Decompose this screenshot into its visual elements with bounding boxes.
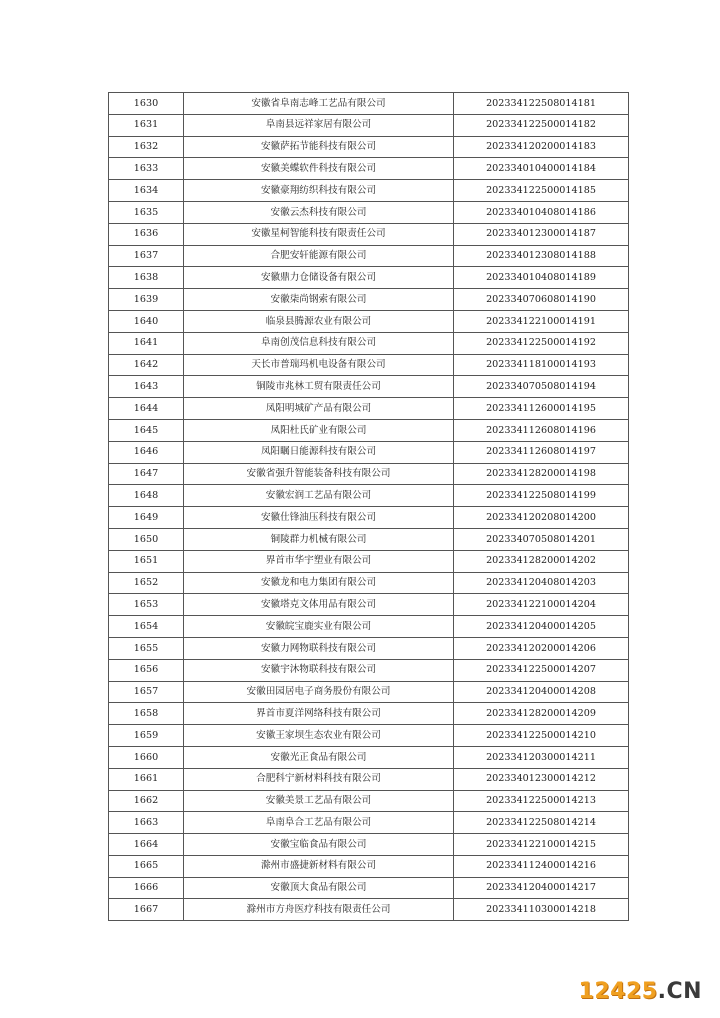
table-row xyxy=(109,790,629,812)
row-number-cell: 1664 xyxy=(109,834,184,856)
row-number-cell: 1655 xyxy=(109,637,184,659)
registration-code-cell: 202334122500014213 xyxy=(454,790,629,812)
row-number-cell: 1661 xyxy=(109,768,184,790)
row-number-cell: 1644 xyxy=(109,398,184,420)
company-name-cell: 安徽省强升智能装备科技有限公司 xyxy=(184,463,454,485)
table-row xyxy=(109,180,629,202)
registration-code-cell: 202334112608014196 xyxy=(454,419,629,441)
row-number-cell: 1642 xyxy=(109,354,184,376)
company-name-cell: 铜陵群力机械有限公司 xyxy=(184,528,454,550)
row-number-cell: 1658 xyxy=(109,703,184,725)
company-name-cell: 阜南阜合工艺品有限公司 xyxy=(184,812,454,834)
row-number-cell: 1646 xyxy=(109,441,184,463)
row-number-cell: 1666 xyxy=(109,877,184,899)
registration-code-cell: 202334012300014212 xyxy=(454,768,629,790)
row-number-cell: 1638 xyxy=(109,267,184,289)
company-name-cell: 界首市夏洋网络科技有限公司 xyxy=(184,703,454,725)
row-number-cell: 1662 xyxy=(109,790,184,812)
registration-code-cell: 202334120200014183 xyxy=(454,136,629,158)
table-row xyxy=(109,354,629,376)
registration-code-cell: 202334122100014215 xyxy=(454,834,629,856)
company-name-cell: 安徽豪翔纺织科技有限公司 xyxy=(184,180,454,202)
registration-code-cell: 202334010408014189 xyxy=(454,267,629,289)
registration-code-cell: 202334122508014199 xyxy=(454,485,629,507)
row-number-cell: 1659 xyxy=(109,725,184,747)
row-number-cell: 1657 xyxy=(109,681,184,703)
company-name-cell: 安徽宇沐物联科技有限公司 xyxy=(184,659,454,681)
row-number-cell: 1663 xyxy=(109,812,184,834)
registration-code-cell: 202334122508014181 xyxy=(454,93,629,115)
company-name-cell: 凤阳杜氏矿业有限公司 xyxy=(184,419,454,441)
table-row xyxy=(109,834,629,856)
watermark-tld: CN xyxy=(666,979,702,1004)
table-row xyxy=(109,594,629,616)
table-row xyxy=(109,659,629,681)
table-row xyxy=(109,485,629,507)
table-row xyxy=(109,572,629,594)
registration-code-cell: 202334070608014190 xyxy=(454,289,629,311)
registration-code-cell: 202334070508014194 xyxy=(454,376,629,398)
company-name-cell: 安徽美景工艺品有限公司 xyxy=(184,790,454,812)
registration-code-cell: 202334012300014187 xyxy=(454,223,629,245)
table-row xyxy=(109,725,629,747)
table-row xyxy=(109,398,629,420)
company-name-cell: 合肥安轩能源有限公司 xyxy=(184,245,454,267)
registration-code-cell: 202334122500014210 xyxy=(454,725,629,747)
company-name-cell: 安徽光正食品有限公司 xyxy=(184,746,454,768)
registration-code-cell: 202334122508014214 xyxy=(454,812,629,834)
registration-code-cell: 202334128200014198 xyxy=(454,463,629,485)
registration-code-cell: 202334128200014202 xyxy=(454,550,629,572)
table-row xyxy=(109,136,629,158)
company-name-cell: 安徽仕锋油压科技有限公司 xyxy=(184,507,454,529)
table-row xyxy=(109,681,629,703)
row-number-cell: 1635 xyxy=(109,201,184,223)
row-number-cell: 1647 xyxy=(109,463,184,485)
company-name-cell: 合肥科宁新材料科技有限公司 xyxy=(184,768,454,790)
registration-code-cell: 202334122500014182 xyxy=(454,114,629,136)
table-row xyxy=(109,746,629,768)
registration-code-cell: 202334110300014218 xyxy=(454,899,629,921)
company-name-cell: 天长市普瑞玛机电设备有限公司 xyxy=(184,354,454,376)
row-number-cell: 1643 xyxy=(109,376,184,398)
watermark-dot: . xyxy=(657,979,667,1004)
table-row xyxy=(109,507,629,529)
company-name-cell: 安徽美蝶软件科技有限公司 xyxy=(184,158,454,180)
table-row xyxy=(109,463,629,485)
table-row xyxy=(109,637,629,659)
row-number-cell: 1667 xyxy=(109,899,184,921)
registration-code-cell: 202334120400014208 xyxy=(454,681,629,703)
row-number-cell: 1640 xyxy=(109,310,184,332)
company-name-cell: 安徽王家坝生态农业有限公司 xyxy=(184,725,454,747)
table-row xyxy=(109,441,629,463)
table-row xyxy=(109,310,629,332)
table-row xyxy=(109,289,629,311)
registration-code-cell: 202334122500014192 xyxy=(454,332,629,354)
table-row xyxy=(109,419,629,441)
registration-code-cell: 202334122500014207 xyxy=(454,659,629,681)
registration-code-cell: 202334120408014203 xyxy=(454,572,629,594)
registration-code-cell: 202334112608014197 xyxy=(454,441,629,463)
table-row xyxy=(109,93,629,115)
registration-code-cell: 202334120300014211 xyxy=(454,746,629,768)
company-name-cell: 安徽顶大食品有限公司 xyxy=(184,877,454,899)
row-number-cell: 1656 xyxy=(109,659,184,681)
table-row xyxy=(109,812,629,834)
row-number-cell: 1650 xyxy=(109,528,184,550)
row-number-cell: 1649 xyxy=(109,507,184,529)
table-row xyxy=(109,616,629,638)
company-name-cell: 安徽星柯智能科技有限责任公司 xyxy=(184,223,454,245)
table-row xyxy=(109,703,629,725)
company-name-cell: 安徽萨拓节能科技有限公司 xyxy=(184,136,454,158)
table-row xyxy=(109,158,629,180)
table-row xyxy=(109,550,629,572)
company-name-cell: 安徽龙和电力集团有限公司 xyxy=(184,572,454,594)
registration-code-cell: 202334122100014204 xyxy=(454,594,629,616)
registration-code-cell: 202334120208014200 xyxy=(454,507,629,529)
table-row xyxy=(109,376,629,398)
company-name-cell: 安徽力网物联科技有限公司 xyxy=(184,637,454,659)
row-number-cell: 1654 xyxy=(109,616,184,638)
registration-code-cell: 202334120400014205 xyxy=(454,616,629,638)
row-number-cell: 1665 xyxy=(109,855,184,877)
table-row xyxy=(109,245,629,267)
table-row xyxy=(109,223,629,245)
company-name-cell: 阜南创茂信息科技有限公司 xyxy=(184,332,454,354)
row-number-cell: 1634 xyxy=(109,180,184,202)
row-number-cell: 1632 xyxy=(109,136,184,158)
company-name-cell: 安徽田园居电子商务股份有限公司 xyxy=(184,681,454,703)
row-number-cell: 1653 xyxy=(109,594,184,616)
registration-code-cell: 202334012308014188 xyxy=(454,245,629,267)
watermark-number: 12425 xyxy=(578,979,658,1004)
company-name-cell: 安徽皖宝鹿实业有限公司 xyxy=(184,616,454,638)
table-row xyxy=(109,201,629,223)
row-number-cell: 1633 xyxy=(109,158,184,180)
row-number-cell: 1648 xyxy=(109,485,184,507)
row-number-cell: 1651 xyxy=(109,550,184,572)
registration-code-cell: 202334010408014186 xyxy=(454,201,629,223)
company-name-cell: 安徽宝临食品有限公司 xyxy=(184,834,454,856)
company-name-cell: 安徽塔克文体用品有限公司 xyxy=(184,594,454,616)
table-row xyxy=(109,899,629,921)
table-row xyxy=(109,768,629,790)
row-number-cell: 1630 xyxy=(109,93,184,115)
company-name-cell: 凤阳明城矿产品有限公司 xyxy=(184,398,454,420)
registration-code-cell: 202334112600014195 xyxy=(454,398,629,420)
table-row xyxy=(109,855,629,877)
row-number-cell: 1631 xyxy=(109,114,184,136)
registration-code-cell: 202334118100014193 xyxy=(454,354,629,376)
company-name-cell: 滁州市方舟医疗科技有限责任公司 xyxy=(184,899,454,921)
company-name-cell: 阜南县远祥家居有限公司 xyxy=(184,114,454,136)
row-number-cell: 1660 xyxy=(109,746,184,768)
row-number-cell: 1645 xyxy=(109,419,184,441)
registration-code-cell: 202334120400014217 xyxy=(454,877,629,899)
company-name-cell: 安徽省阜南志峰工艺品有限公司 xyxy=(184,93,454,115)
row-number-cell: 1637 xyxy=(109,245,184,267)
table-row xyxy=(109,332,629,354)
company-name-cell: 安徽柒尚钢索有限公司 xyxy=(184,289,454,311)
table-row xyxy=(109,114,629,136)
company-name-cell: 界首市华宇塑业有限公司 xyxy=(184,550,454,572)
registration-code-cell: 202334120200014206 xyxy=(454,637,629,659)
site-watermark-logo xyxy=(579,979,702,1004)
table-row xyxy=(109,877,629,899)
table-body xyxy=(109,93,629,921)
row-number-cell: 1639 xyxy=(109,289,184,311)
company-name-cell: 安徽鼎力仓储设备有限公司 xyxy=(184,267,454,289)
registration-code-cell: 202334070508014201 xyxy=(454,528,629,550)
company-name-cell: 安徽云杰科技有限公司 xyxy=(184,201,454,223)
row-number-cell: 1652 xyxy=(109,572,184,594)
row-number-cell: 1641 xyxy=(109,332,184,354)
table-row xyxy=(109,267,629,289)
company-name-cell: 凤阳瞩日能源科技有限公司 xyxy=(184,441,454,463)
row-number-cell: 1636 xyxy=(109,223,184,245)
company-name-cell: 安徽宏润工艺品有限公司 xyxy=(184,485,454,507)
company-name-cell: 临泉县腾源农业有限公司 xyxy=(184,310,454,332)
company-name-cell: 滁州市盛捷新材料有限公司 xyxy=(184,855,454,877)
registration-code-cell: 202334122100014191 xyxy=(454,310,629,332)
company-name-cell: 铜陵市兆林工贸有限责任公司 xyxy=(184,376,454,398)
company-list-table xyxy=(108,92,629,921)
registration-code-cell: 202334112400014216 xyxy=(454,855,629,877)
registration-code-cell: 202334122500014185 xyxy=(454,180,629,202)
registration-code-cell: 202334128200014209 xyxy=(454,703,629,725)
registration-code-cell: 202334010400014184 xyxy=(454,158,629,180)
table-row xyxy=(109,528,629,550)
